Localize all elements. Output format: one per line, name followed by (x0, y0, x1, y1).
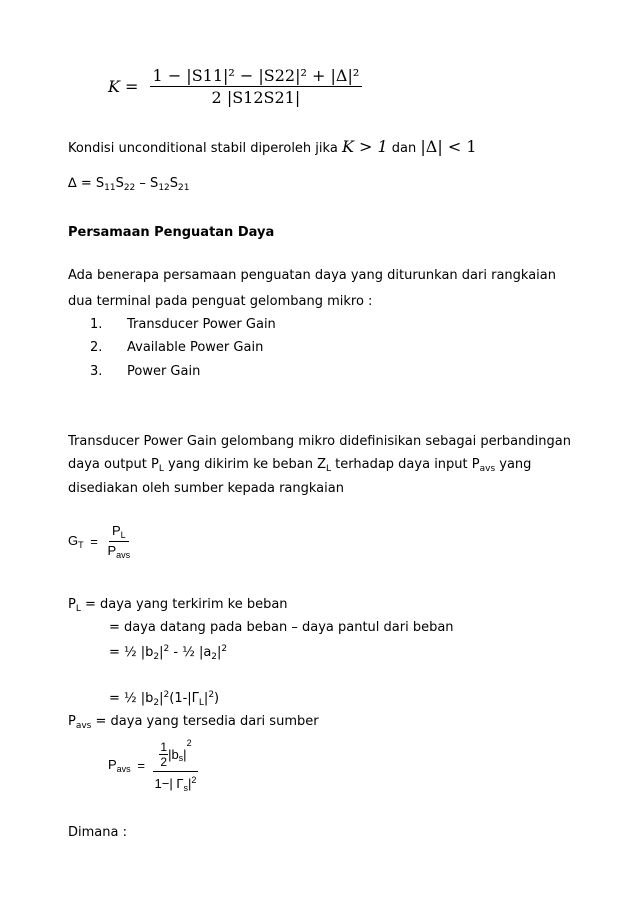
den-sup: 2 (191, 775, 197, 786)
den-text: 1−| Γ (154, 776, 184, 792)
pl-line-3 (109, 644, 227, 662)
pl4-d: | (203, 691, 209, 706)
gt-den-letter: P (107, 543, 117, 558)
paragraph-sub-2: L (326, 464, 332, 474)
list-label: Transducer Power Gain (127, 317, 276, 332)
list-item (90, 317, 276, 332)
pavs-formula (108, 738, 199, 793)
pl3-sup2: 2 (221, 644, 228, 654)
pl-letter: P (68, 597, 76, 612)
list-label: Power Gain (127, 364, 201, 379)
pl3-sup1: 2 (163, 644, 170, 654)
half-fraction (159, 740, 168, 769)
k-formula-numerator: 1 − |S11|² − |S22|² + |Δ|² (150, 66, 363, 87)
condition-conj: dan (391, 141, 417, 156)
pavs-denominator (152, 772, 200, 793)
gt-den-sub: avs (116, 550, 131, 560)
delta-text-3: – S (135, 176, 159, 191)
pavs-formula-letter: P (108, 757, 117, 773)
list-number: 2. (90, 340, 103, 355)
pavs-formula-equals: = (137, 758, 145, 774)
b-sub: s (178, 753, 184, 763)
gt-denominator (104, 542, 133, 560)
pl4-sub2: L (198, 698, 204, 708)
paragraph-line-2 (68, 457, 531, 474)
paragraph-text-d: yang (495, 457, 532, 472)
pavs-formula-sub: avs (116, 764, 131, 775)
stability-condition (68, 137, 477, 156)
paragraph-text-a: daya output P (68, 457, 159, 472)
k-formula (108, 66, 362, 107)
pl4-a: = ½ |b (109, 691, 154, 706)
paragraph-sub-3: avs (479, 464, 496, 474)
pl4-b: | (159, 691, 164, 706)
condition-text: Kondisi unconditional stabil diperoleh jika (68, 141, 338, 156)
pl4-e: ) (214, 691, 220, 706)
pl3-sub1: 2 (153, 652, 160, 662)
pl3-a: = ½ |b (109, 645, 154, 660)
half-den: 2 (160, 755, 168, 770)
gt-fraction (104, 523, 133, 560)
list-item (90, 340, 263, 355)
condition-k: K > 1 (341, 137, 388, 156)
gt-numerator (109, 523, 129, 542)
delta-sub-2: 22 (123, 183, 136, 193)
delta-definition (68, 176, 189, 193)
den-sub: s (183, 783, 189, 794)
pl-line-2: = daya datang pada beban – daya pantul dari beban (109, 620, 454, 635)
pl3-d: | (217, 645, 222, 660)
b-sup: 2 (186, 738, 192, 748)
section-heading: Persamaan Penguatan Daya (68, 225, 275, 240)
gt-lhs-sub: T (78, 540, 84, 550)
k-formula-lhs: K = (108, 77, 139, 96)
list-label: Available Power Gain (127, 340, 264, 355)
paragraph-line-3: disediakan oleh sumber kepada rangkaian (68, 481, 344, 496)
condition-delta: |Δ| < 1 (420, 137, 477, 156)
pl-sub: L (75, 604, 81, 614)
intro-line-1: Ada benerapa persamaan penguatan daya yang diturunkan dari rangkaian (68, 268, 556, 283)
pl4-c: (1-|Γ (169, 691, 199, 706)
gt-num-sub: L (120, 530, 126, 540)
pl-line-1-text: = daya yang terkirim ke beban (80, 597, 288, 612)
delta-text-2: S (115, 176, 124, 191)
pl4-sub: 2 (153, 698, 160, 708)
gt-equals: = (90, 534, 98, 549)
pl-line-1 (68, 597, 288, 614)
pavs-line (68, 714, 319, 731)
pavs-text: = daya yang tersedia dari sumber (91, 714, 319, 729)
pavs-sub: avs (75, 721, 92, 731)
delta-sub-3: 12 (158, 183, 170, 193)
intro-line-2: dua terminal pada penguat gelombang mikro : (68, 294, 373, 309)
pavs-numerator (153, 738, 197, 772)
pl3-b: | (159, 645, 164, 660)
paragraph-text-c: terhadap daya input P (331, 457, 480, 472)
b-close: | (183, 747, 187, 763)
pl4-sup: 2 (163, 690, 170, 700)
half-num: 1 (160, 740, 168, 755)
delta-text-4: S (169, 176, 179, 191)
pl4-sup2: 2 (208, 690, 215, 700)
delta-sub-1: 11 (104, 183, 116, 193)
paragraph-line-1: Transducer Power Gain gelombang mikro didefinisikan sebagai perbandingan (68, 434, 571, 449)
b-text: |b (168, 747, 179, 763)
pl-line-4 (109, 690, 219, 708)
paragraph-sub-1: L (158, 464, 164, 474)
gt-lhs (68, 533, 84, 548)
gt-num-letter: P (111, 523, 121, 538)
gt-lhs-letter: G (68, 533, 79, 548)
pavs-formula-lhs (108, 757, 131, 775)
gt-formula (68, 523, 133, 560)
pl3-sub2: 2 (211, 652, 218, 662)
pavs-fraction (152, 738, 200, 793)
list-number: 1. (90, 317, 103, 332)
k-formula-denominator: 2 |S12S21| (211, 88, 301, 107)
den-close: | (188, 776, 192, 792)
delta-text-1: ∆ = S (68, 176, 105, 191)
dimana-label: Dimana : (68, 825, 127, 840)
k-formula-fraction (150, 66, 363, 107)
list-number: 3. (90, 364, 103, 379)
pl3-c: - ½ |a (169, 645, 212, 660)
list-item (90, 364, 200, 379)
paragraph-text-b: yang dikirim ke beban Z (163, 457, 327, 472)
delta-sub-4: 21 (178, 183, 190, 193)
pavs-letter: P (68, 714, 76, 729)
